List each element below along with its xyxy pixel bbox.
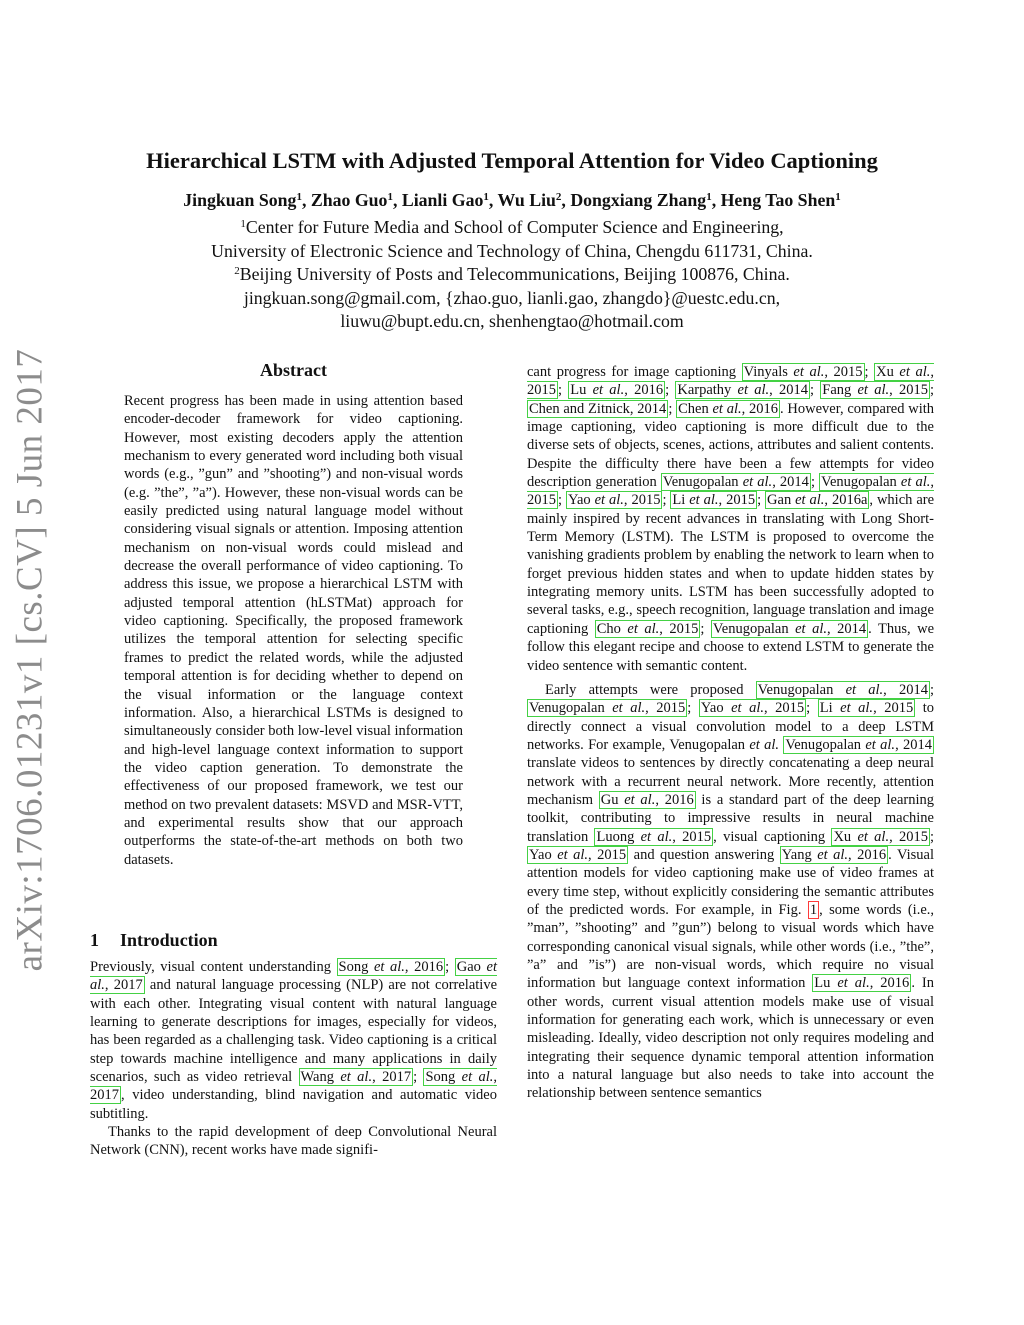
section-title: Introduction xyxy=(120,930,218,950)
citation-link[interactable]: Fang et al., 2015 xyxy=(822,382,928,399)
paragraph: Thanks to the rapid development of deep Convolutional Neural Network (CNN), recent works have made signifi- xyxy=(90,1124,497,1159)
citation-link[interactable]: Venugopalan et al., 2015 xyxy=(529,700,686,717)
citation-link[interactable]: Gu et al., 2016 xyxy=(600,791,694,808)
paper-title: Hierarchical LSTM with Adjusted Temporal Attention for Video Captioning xyxy=(146,148,878,173)
citation-link[interactable]: Song et al., 2017 xyxy=(90,1069,497,1104)
citation-link[interactable]: Luong et al., 2015 xyxy=(596,828,712,845)
citation-link[interactable]: Lu et al., 2016 xyxy=(570,382,664,399)
email-line-2: liuwu@bupt.edu.cn, shenhengtao@hotmail.com xyxy=(340,311,684,331)
citation-link[interactable]: Venugopalan et al., 2014 xyxy=(757,681,928,698)
paragraph: Early attempts were proposed Venugopalan et al., 2014 ; Venugopalan et al., 2015 ; Yao et al., 2015 ; Li et al., 2015 to directly connect a visual convolution model to a deep LSTM networks. For example, Venugopalan et al. Venugopalan et al., 2014 translate videos to sentences by directly concatenating a deep neural network with a recurrent neural network. More recently, attention mechanism Gu et al., 2016 is a standard part of the deep learning toolkit, contributing to impressive results in neural machine translation Luong et al., 2015 , visual captioning Xu et al., 2015 ; Yao et al., 2015 and question answering Yang et al., 2016 . Visual attention models for video captioning make use of video frames at every time step, without explicitly considering the semantic attributes of the predicted words. For example, in Fig. 1 , some words (i.e., ”man”, ”shooting” and ”gun”) belong to visual words which have corresponding canonical visual signals, while other words (i.e., ”the”, ”a” and ”is”) are non-visual words, which require no visual information but language context information Lu et al., 2016 . In other words, current visual attention models make use of visual information for generating each work, which is unnecessary or even misleading. Ideally, video description not only requires modeling and integrating their sequence dynamic temporal attention information into a natural language but also needs to take into account the relationship between sentence semantics xyxy=(527,681,935,1102)
affiliation-mark: 2 xyxy=(234,265,240,277)
citation-link[interactable]: Gao et al., 2017 xyxy=(90,959,497,994)
author-name: Heng Tao Shen xyxy=(720,190,836,210)
figure-reference-link[interactable]: 1 xyxy=(809,901,818,918)
paragraph: Previously, visual content understanding Song et al., 2016 ; Gao et al., 2017 and natural language processing (NLP) are not correlative with each other. Integrating visual content with natural language learning to generate descriptions for images, especially for videos, has been regarded as a challenging task. Video captioning is a critical step towards machine intelligence and many applications in daily scenarios, such as video retrieval Wang et al., 2017 ; Song et al., 2017 , video understanding, blind navigation and automatic video subtitling. xyxy=(90,959,497,1122)
citation-link[interactable]: Song et al., 2016 xyxy=(338,959,444,975)
affiliation-1-line-2: University of Electronic Science and Technology of China, Chengdu 611731, China. xyxy=(211,241,813,261)
citation-link[interactable]: Karpathy et al., 2014 xyxy=(677,382,808,399)
citation-link[interactable]: Yao et al., 2015 xyxy=(567,492,661,509)
citation-link[interactable]: Yao et al., 2015 xyxy=(700,700,805,717)
affiliation-1-line-1 xyxy=(0,216,1024,238)
arxiv-sidebar-stamp xyxy=(0,348,60,972)
author-name: Wu Liu xyxy=(497,190,556,210)
affiliation-2 xyxy=(0,263,1024,285)
affiliation-text: Center for Future Media and School of Computer Science and Engineering, xyxy=(245,217,784,237)
section-heading-introduction xyxy=(90,930,218,951)
author-name: Lianli Gao xyxy=(401,190,484,210)
citation-link[interactable]: Yao et al., 2015 xyxy=(529,846,627,863)
author-affiliation-mark: 1 xyxy=(483,191,489,203)
right-column-body xyxy=(527,363,934,1103)
citation-link[interactable]: Wang et al., 2017 xyxy=(300,1069,412,1086)
author-affiliation-mark: 2 xyxy=(555,191,562,203)
author-list: Jingkuan Song$^1$, Zhao Guo$^1$, Lianli Gao$^1$, Wu Liu$^2$, Dongxiang Zhang$^1$, Heng Tao Shen$^1$ xyxy=(183,190,841,210)
affiliation-mark: 1 xyxy=(240,218,246,230)
email-line-1: jingkuan.song@gmail.com, {zhao.guo, lianli.gao, zhangdo}@uestc.edu.cn, xyxy=(243,288,781,308)
author-name: Dongxiang Zhang xyxy=(570,190,707,210)
citation-link[interactable]: Lu et al., 2016 xyxy=(814,975,910,992)
paragraph: cant progress for image captioning Vinyals et al., 2015 ; Xu et al., 2015 ; Lu et al., 2016 ; Karpathy et al., 2014 ; Fang et al., 2015 ; Chen and Zitnick, 2014 ; Chen et al., 2016 . However, compared with image captioning, video captioning is more difficult due to the diverse sets of objects, scenes, actions, attributes and salient contents. Despite the difficulty there have been a few attempts for video description generation Venugopalan et al., 2014 ; Venugopalan et al., 2015 ; Yao et al., 2015 ; Li et al., 2015 ; Gan et al., 2016a , which are mainly inspired by recent advances in translating with Long Short-Term Memory (LSTM). The LSTM is proposed to overcome the vanishing gradients problem by enabling the network to learn when to forget previous hidden states and when to update hidden states by integrating memory units. LSTM has been successfully adopted to several tasks, e.g., speech recognition, language translation and image captioning Cho et al., 2015 ; Venugopalan et al., 2014 . Thus, we follow this elegant recipe and choose to extend LSTM to generate the video sentence with semantic content. xyxy=(527,364,935,674)
citation-link[interactable]: Venugopalan et al., 2014 xyxy=(662,474,809,491)
author-affiliation-mark: 1 xyxy=(835,191,841,203)
abstract-heading: Abstract xyxy=(260,360,327,380)
citation-link[interactable]: Chen and Zitnick, 2014 xyxy=(529,400,667,417)
citation-link[interactable]: Li et al., 2015 xyxy=(819,700,914,717)
citation-link[interactable]: Venugopalan et al., 2015 xyxy=(527,474,935,509)
citation-link[interactable]: Chen et al., 2016 xyxy=(678,400,778,417)
citation-link[interactable]: Gan et al., 2016a xyxy=(767,492,868,509)
author-name: Jingkuan Song xyxy=(183,190,297,210)
citation-link[interactable]: Li et al., 2015 xyxy=(672,492,756,509)
author-name: Zhao Guo xyxy=(310,190,388,210)
citation-link[interactable]: Xu et al., 2015 xyxy=(833,828,928,845)
citation-link[interactable]: Xu et al., 2015 xyxy=(527,364,934,399)
author-affiliation-mark: 1 xyxy=(387,191,393,203)
affiliation-text: Beijing University of Posts and Telecommunications, Beijing 100876, China. xyxy=(239,264,790,284)
citation-link[interactable]: Cho et al., 2015 xyxy=(596,620,699,637)
citation-link[interactable]: Vinyals et al., 2015 xyxy=(743,364,863,380)
abstract-body: Recent progress has been made in using attention based encoder-decoder framework for video captioning. However, most existing decoders apply the attention mechanism to every generated word including both visual words (e.g., ”gun” and ”shooting”) and non-visual words (e.g. ”the”, ”a”). However, these non-visual words can be easily predicted using natural language model without considering visual signals or attention. Imposing attention mechanism on non-visual words could mislead and decrease the overall performance of video captioning. To address this issue, we propose a hierarchical LSTM with adjusted temporal attention (hLSTMat) approach for video captioning. Specifically, the proposed framework utilizes the temporal attention for selecting specific frames to predict the related words, while the adjusted temporal attention is for deciding whether to depend on the visual information or the language context information. Also, a hierarchical LSTMs is designed to simultaneously consider both low-level visual information and high-level language context information to support the video caption generation. To demonstrate the effectiveness of our proposed framework, we test our method on two prevalent datasets: MSVD and MSR-VTT, and experimental results show that our approach outperforms the state-of-the-art methods on both two datasets. xyxy=(124,393,463,868)
section-number: 1 xyxy=(90,930,99,950)
citation-link[interactable]: Yang et al., 2016 xyxy=(781,846,887,863)
citation-link[interactable]: Venugopalan et al., 2014 xyxy=(712,620,867,637)
introduction-body xyxy=(90,958,497,1160)
author-affiliation-mark: 1 xyxy=(706,191,712,203)
citation-link[interactable]: Venugopalan et al., 2014 xyxy=(785,736,932,753)
author-affiliation-mark: 1 xyxy=(296,191,302,203)
arxiv-identifier: arXiv:1706.01231v1 [cs.CV] 5 Jun 2017 xyxy=(9,348,51,972)
